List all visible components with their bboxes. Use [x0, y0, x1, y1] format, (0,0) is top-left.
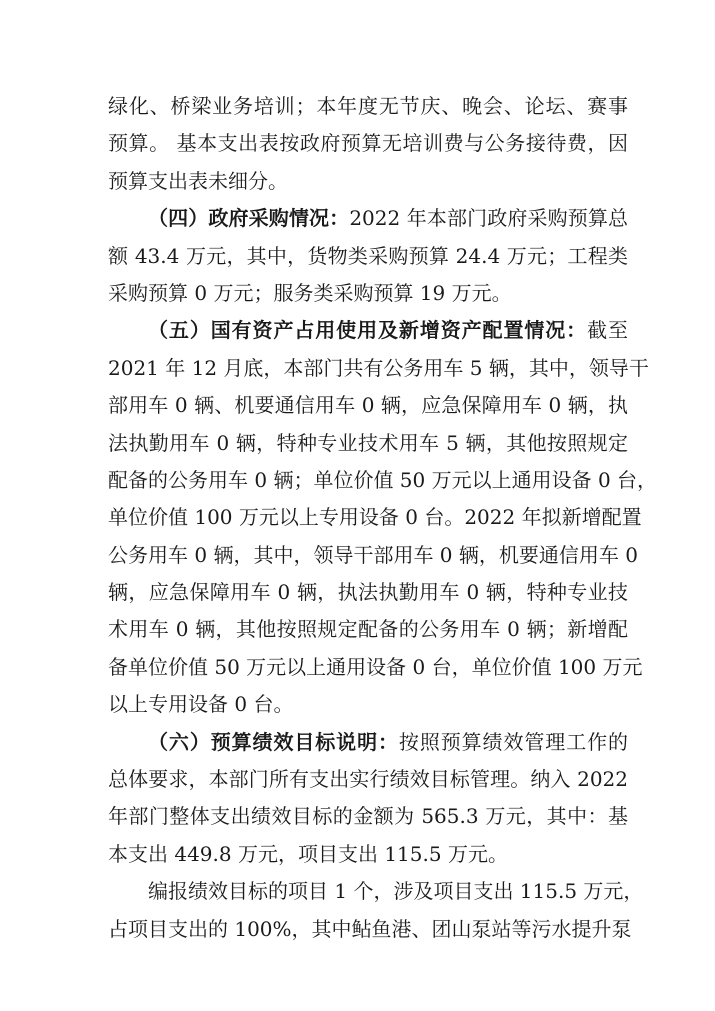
section-heading-line [108, 200, 628, 237]
text-line: 绿化、桥梁业务培训；本年度无节庆、晚会、论坛、赛事 [108, 94, 628, 118]
text-line: 配备的公务用车 0 辆；单位价值 50 万元以上通用设备 0 台， [108, 467, 658, 492]
text-line: 预算支出表未细分。 [108, 168, 288, 193]
text-line: 以上专用设备 0 台。 [108, 692, 294, 717]
text-fragment: 截至 [587, 318, 629, 343]
text-line: 辆，应急保障用车 0 辆，执法执勤用车 0 辆，特种专业技 [108, 580, 628, 605]
text-fragment: 按照预算绩效管理工作的 [398, 729, 629, 754]
text-line: 公务用车 0 辆，其中，领导干部用车 0 辆，机要通信用车 0 [108, 542, 638, 567]
text-fragment: 2022 年本部门政府采购预算总 [349, 206, 629, 231]
section-heading-performance: （六）预算绩效目标说明： [148, 729, 399, 754]
text-line: 预算。 基本支出表按政府预算无培训费与公务接待费，因 [108, 131, 628, 156]
text-line: 编报绩效目标的项目 1 个，涉及项目支出 115.5 万元， [148, 879, 644, 904]
section-heading-line [108, 312, 628, 349]
text-line: 法执勤用车 0 辆，特种专业技术用车 5 辆，其他按照规定 [108, 430, 628, 455]
text-line: 占项目支出的 100%，其中鲇鱼港、团山泵站等污水提升泵 [108, 916, 632, 941]
text-line: 2021 年 12 月底，本部门共有公务用车 5 辆，其中，领导干 [108, 355, 649, 380]
text-line: 本支出 449.8 万元，项目支出 115.5 万元。 [108, 841, 508, 866]
text-line: 术用车 0 辆，其他按照规定配备的公务用车 0 辆；新增配 [108, 617, 628, 642]
text-line: 采购预算 0 万元；服务类采购预算 19 万元。 [108, 280, 512, 305]
section-heading-procurement: （四）政府采购情况： [148, 206, 350, 231]
section-heading-assets: （五）国有资产占用使用及新增资产配置情况： [148, 318, 588, 343]
text-line: 年部门整体支出绩效目标的金额为 565.3 万元，其中：基 [108, 804, 628, 829]
text-line: 额 43.4 万元，其中，货物类采购预算 24.4 万元；工程类 [108, 243, 628, 268]
text-line: 部用车 0 辆、机要通信用车 0 辆，应急保障用车 0 辆，执 [108, 393, 628, 418]
text-line: 单位价值 100 万元以上专用设备 0 台。2022 年拟新增配置 [108, 505, 642, 530]
body-text [108, 88, 658, 948]
text-line: 总体要求，本部门所有支出实行绩效目标管理。纳入 2022 [108, 767, 628, 792]
section-heading-line [108, 724, 628, 761]
text-line: 备单位价值 50 万元以上通用设备 0 台，单位价值 100 万元 [108, 654, 643, 679]
